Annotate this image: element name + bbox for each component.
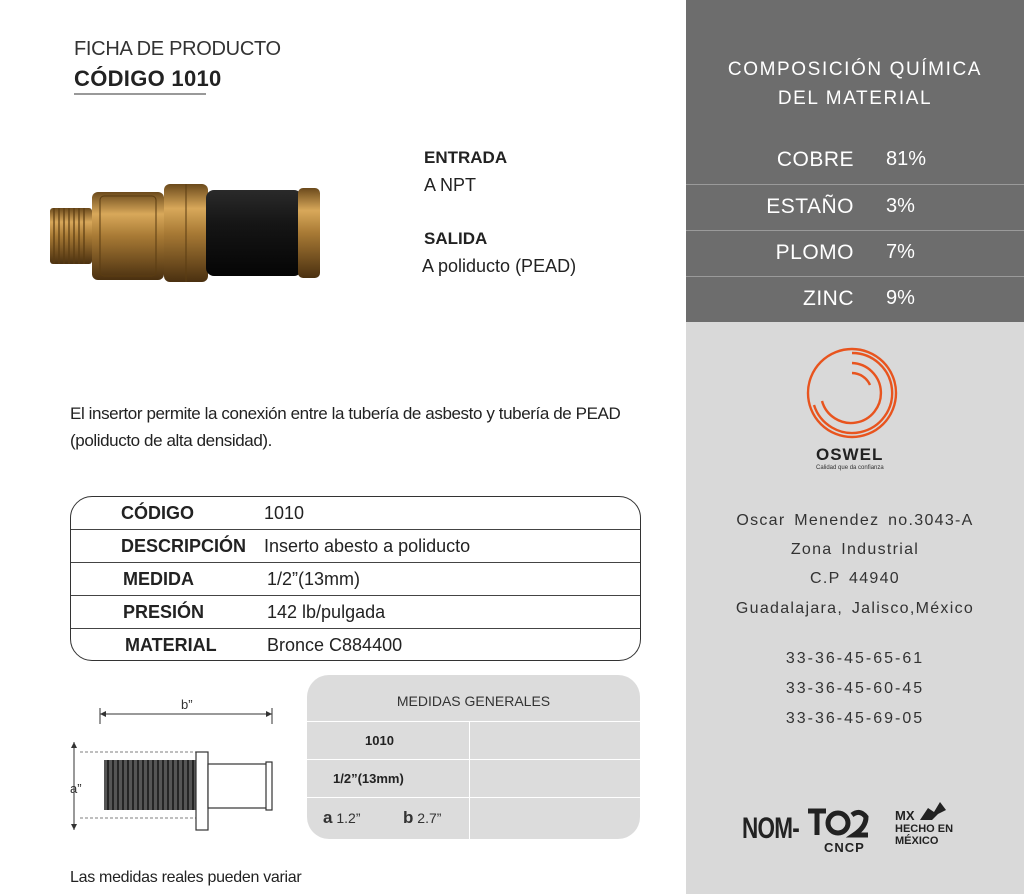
spec-label-pressure: PRESIÓN (123, 602, 205, 622)
mx-label: MX (895, 808, 915, 823)
chem-row-tin (686, 184, 1024, 230)
phone-number: 33-36-45-60-45 (785, 680, 925, 697)
title-underline (74, 93, 206, 95)
table-row (307, 721, 640, 759)
brand-name: OSWEL (816, 445, 884, 464)
spec-table (70, 496, 641, 661)
address-line: C.P 44940 (809, 570, 901, 587)
product-description: El insertor permite la conexión entre la tubería de asbesto y tubería de PEAD (poliducto de alta densidad). (70, 404, 621, 450)
chem-title-line2: DEL MATERIAL (777, 88, 933, 109)
phone-number: 33-36-45-65-61 (785, 650, 925, 667)
general-dimensions-card (307, 675, 640, 839)
spec-label-description: DESCRIPCIÓN (121, 536, 247, 556)
dimension-a-label: a” (70, 781, 82, 796)
dimension-b-key: b (403, 808, 414, 827)
dimensions-size: 1/2”(13mm) (333, 771, 404, 786)
chemical-composition (686, 0, 1024, 322)
table-row (307, 797, 640, 839)
table-row (71, 563, 640, 596)
made-line1: HECHO EN (895, 823, 954, 835)
table-row (307, 759, 640, 797)
spec-value-description: Inserto abesto a poliducto (264, 536, 471, 556)
chemical-composition-title (686, 55, 1024, 113)
sheet-kicker: FICHA DE PRODUCTO (74, 38, 281, 60)
dimensions-code: 1010 (365, 733, 394, 748)
dimension-b-value: 2.7” (417, 810, 442, 826)
chem-pct: 9% (886, 287, 915, 309)
spec-label-size: MEDIDA (123, 569, 194, 589)
spec-value-size: 1/2”(13mm) (267, 569, 361, 589)
chem-row-zinc (686, 276, 1024, 322)
chem-pct: 3% (886, 195, 915, 217)
dimension-a (323, 808, 360, 828)
spec-label-material: MATERIAL (125, 635, 217, 655)
spec-value-code: 1010 (264, 503, 305, 523)
chem-name: ZINC (803, 287, 854, 310)
chem-name: COBRE (776, 148, 854, 171)
made-in-mexico (895, 823, 953, 847)
dimension-a-value: 1.2” (336, 810, 361, 826)
table-row (71, 629, 640, 661)
inlet-value: A NPT (424, 175, 477, 195)
chem-title-line1: COMPOSICIÓN QUÍMICA (727, 59, 983, 80)
chem-name: PLOMO (775, 241, 854, 264)
chem-row-copper (686, 138, 1024, 184)
outlet-value: A poliducto (PEAD) (422, 256, 577, 276)
phone-number: 33-36-45-69-05 (785, 710, 925, 727)
address-line: Guadalajara, Jalisco,México (735, 600, 975, 617)
general-dimensions-title: MEDIDAS GENERALES (396, 693, 551, 709)
dimension-b-label: b” (181, 697, 193, 712)
product-photo (40, 170, 330, 290)
spec-value-pressure: 142 lb/pulgada (267, 602, 386, 622)
eagle-icon (918, 800, 948, 822)
cncp-mark-icon (804, 805, 870, 843)
measurements-footnote: Las medidas reales pueden variar (70, 869, 302, 886)
nom-seal: NOM- (742, 812, 799, 845)
inlet-heading: ENTRADA (424, 148, 508, 167)
chem-pct: 81% (886, 148, 927, 170)
table-row (71, 530, 640, 563)
brand-tagline: Calidad que da confianza (816, 465, 884, 471)
chem-row-lead (686, 230, 1024, 276)
made-line2: MÉXICO (895, 835, 939, 847)
address-line: Zona Industrial (790, 541, 920, 558)
dimension-b (403, 808, 441, 828)
chem-pct: 7% (886, 241, 915, 263)
chem-name: ESTAÑO (766, 195, 854, 218)
cncp-label: CNCP (824, 840, 865, 855)
address-line: Oscar Menendez no.3043-A (736, 512, 974, 529)
table-row (71, 497, 640, 530)
dimension-drawing (66, 690, 296, 840)
product-code-title: CÓDIGO 1010 (74, 66, 222, 91)
company-panel (686, 0, 1024, 894)
spec-value-material: Bronce C884400 (267, 635, 403, 655)
spec-label-code: CÓDIGO (121, 503, 195, 523)
outlet-heading: SALIDA (424, 229, 488, 248)
table-row (71, 596, 640, 629)
dimension-a-key: a (323, 808, 333, 827)
